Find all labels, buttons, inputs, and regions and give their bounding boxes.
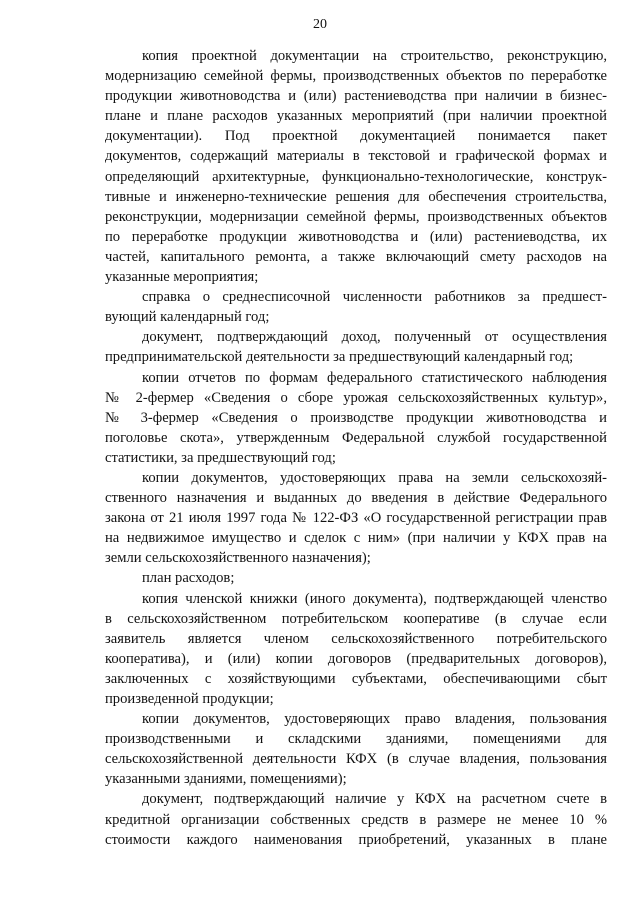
text-line: тивные и инженерно-технические решения для обеспечения строительства,: [105, 188, 607, 205]
text-line: предпринимательской деятельности за предшествующий календарный год;: [105, 349, 574, 366]
text-line: копии документов, удостоверяющих права на земли сельскохозяй-: [142, 469, 607, 486]
paragraph: [105, 589, 607, 710]
paragraph: [105, 568, 607, 588]
paragraph: [105, 368, 607, 468]
text-line: ственного назначения и выданных до введения в действие Федерального: [105, 490, 607, 507]
text-line: производственными и складскими зданиями, помещениями для: [105, 731, 607, 748]
text-line: модернизацию семейной фермы, производственных объектов по переработке: [105, 68, 607, 85]
text-line: продукции животноводства и (или) растениеводства при наличии в бизнес-: [105, 88, 607, 105]
text-line: стоимости каждого наименования приобретений, указанных в плане: [105, 831, 607, 848]
text-line: копия проектной документации на строительство, реконструкцию,: [142, 48, 607, 64]
text-line: указанными зданиями, помещениями);: [105, 771, 347, 788]
paragraph: [105, 468, 607, 568]
text-line: документов, содержащий материалы в текстовой и графической формах и: [105, 148, 607, 165]
text-line: вующий календарный год;: [105, 309, 270, 326]
text-line: документации). Под проектной документацией понимается пакет: [105, 128, 607, 145]
text-line: документ, подтверждающий доход, полученный от осуществления: [142, 329, 607, 346]
text-line: плане и плане расходов указанных мероприятий (при наличии проектной: [105, 108, 607, 125]
text-line: заключенных с хозяйствующими субъектами, обеспечивающими сбыт: [105, 670, 607, 687]
text-line: план расходов;: [142, 570, 235, 587]
text-line: на недвижимое имущество и сделок с ним» (при наличии у КФХ прав на: [105, 530, 607, 547]
paragraph: [105, 287, 607, 327]
text-line: копии отчетов по формам федерального статистического наблюдения: [142, 369, 607, 386]
text-line: определяющий архитектурные, функционально-технологические, конструк-: [105, 168, 607, 185]
paragraph: [105, 709, 607, 789]
text-line: сельскохозяйственной деятельности КФХ (в случае владения, пользования: [105, 751, 607, 768]
text-line: документ, подтверждающий наличие у КФХ на расчетном счете в: [142, 791, 607, 808]
text-line: № 3-фермер «Сведения о производстве продукции животноводства и: [105, 409, 607, 426]
text-line: по переработке продукции животноводства и (или) растениеводства, их: [105, 228, 607, 245]
text-line: частей, капитального ремонта, а также включающий смету расходов на: [105, 248, 607, 265]
text-line: копия членской книжки (иного документа), подтверждающей членство: [142, 590, 607, 607]
text-line: указанные мероприятия;: [105, 269, 259, 286]
text-line: № 2-фермер «Сведения о сборе урожая сельскохозяйственных культур»,: [105, 389, 607, 406]
text-line: кооператива), и (или) копии договоров (предварительных договоров),: [105, 650, 607, 667]
text-line: в сельскохозяйственном потребительском кооперативе (в случае если: [105, 610, 607, 627]
text-line: поголовье скота», утвержденным Федеральной службой государственной: [105, 429, 607, 446]
text-line: земли сельскохозяйственного назначения);: [105, 550, 371, 567]
page-number: 20: [313, 17, 327, 32]
text-line: справка о среднесписочной численности работников за предшест-: [142, 289, 607, 306]
paragraph: [105, 327, 607, 367]
text-line: реконструкции, модернизации семейной фермы, производственных объектов: [105, 208, 607, 225]
paragraph: [105, 46, 607, 287]
text-line: статистики, за предшествующий год;: [105, 449, 336, 466]
text-line: копии документов, удостоверяющих право владения, пользования: [142, 711, 607, 728]
document-body: [105, 46, 607, 850]
text-line: кредитной организации собственных средств в размере не менее 10 %: [105, 811, 607, 828]
text-line: закона от 21 июля 1997 года № 122-ФЗ «О государственной регистрации прав: [105, 510, 607, 527]
paragraph: [105, 789, 607, 849]
text-line: произведенной продукции;: [105, 691, 274, 707]
text-line: заявитель является членом сельскохозяйственного потребительского: [105, 630, 607, 647]
